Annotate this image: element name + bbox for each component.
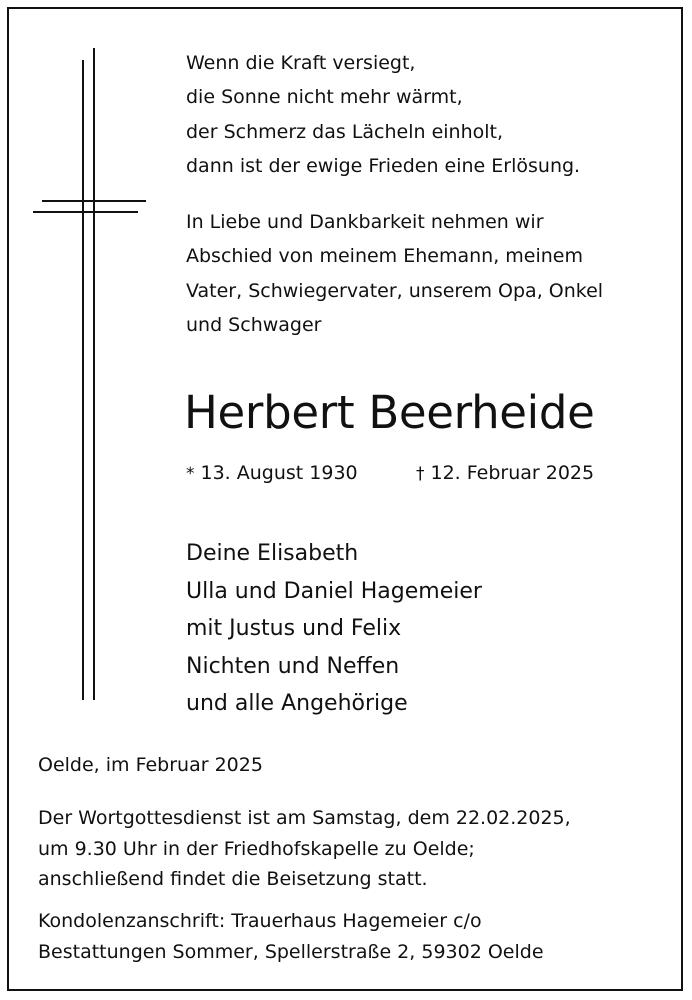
verse-line: Wenn die Kraft versiegt,: [186, 52, 416, 74]
place-date: Oelde, im Februar 2025: [38, 754, 263, 776]
verse-line: der Schmerz das Lächeln einholt,: [186, 120, 504, 143]
intro-line: und Schwager: [186, 313, 322, 336]
condolence-line: Bestattungen Sommer, Spellerstraße 2, 59302 Oelde: [38, 941, 544, 963]
service-info: [38, 803, 571, 895]
intro-line: Abschied von meinem Ehemann, meinem: [186, 245, 583, 268]
cross-vertical-bar-left: [82, 60, 84, 700]
mourner-line: Deine Elisabeth: [186, 541, 359, 566]
service-line: Der Wortgottesdienst ist am Samstag, dem 22.02.2025,: [38, 807, 571, 829]
mourner-line: Nichten und Neffen: [186, 653, 400, 679]
mourner-line: mit Justus und Felix: [186, 616, 402, 642]
birth-star-icon: *: [186, 464, 195, 484]
mourner-line: Ulla und Daniel Hagemeier: [186, 578, 482, 604]
cross-horizontal-bar-bottom: [33, 211, 138, 213]
verse: [186, 46, 580, 183]
intro-line: Vater, Schwiegervater, unserem Opa, Onkel: [186, 279, 604, 302]
cross-vertical-bar-right: [93, 48, 95, 700]
death-date: 12. Februar 2025: [430, 462, 595, 484]
verse-line: dann ist der ewige Frieden eine Erlösung.: [186, 154, 581, 177]
mourner-line: und alle Angehörige: [186, 691, 408, 717]
intro-text: [186, 205, 603, 342]
condolence-line: Kondolenzanschrift: Trauerhaus Hagemeier c/o: [38, 910, 482, 932]
service-line: anschließend findet die Beisetzung statt.: [38, 868, 428, 890]
intro-line: In Liebe und Dankbarkeit nehmen wir: [186, 211, 544, 233]
cross-horizontal-bar-top: [42, 200, 146, 202]
birth-date: 13. August 1930: [200, 462, 358, 484]
condolence-address: [38, 906, 544, 968]
death-dagger-icon: †: [416, 464, 425, 484]
mourners-list: [186, 535, 482, 723]
service-line: um 9.30 Uhr in der Friedhofskapelle zu Oelde;: [38, 837, 475, 860]
death-date-group: [416, 458, 594, 489]
birth-date-group: [186, 458, 358, 489]
verse-line: die Sonne nicht mehr wärmt,: [186, 86, 463, 109]
deceased-name: Herbert Beerheide: [184, 386, 595, 439]
